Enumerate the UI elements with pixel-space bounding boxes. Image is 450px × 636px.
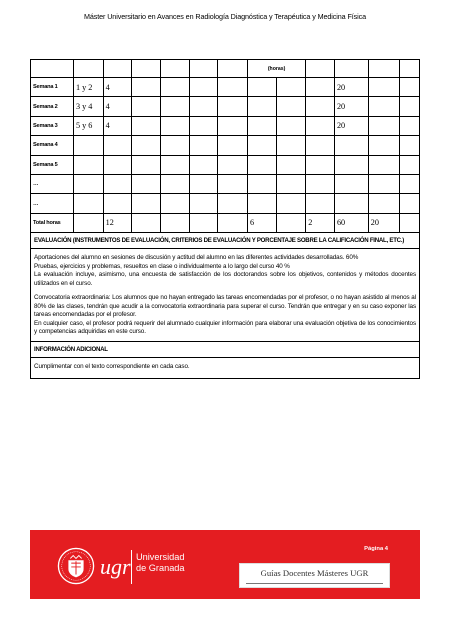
table-cell	[160, 97, 189, 116]
table-cell	[306, 136, 335, 155]
evaluation-section	[30, 233, 420, 379]
table-cell	[218, 155, 248, 174]
additional-info-body: Cumplimentar con el texto correspondiente en cada caso.	[34, 362, 190, 370]
table-cell	[218, 116, 248, 135]
additional-info-heading: INFORMACIÓN ADICIONAL	[31, 341, 419, 358]
table-cell: 20	[334, 116, 368, 135]
table-cell	[368, 174, 400, 193]
table-cell	[189, 78, 218, 97]
table-cell: 12	[103, 213, 132, 232]
table-row	[31, 116, 420, 135]
table-cell	[73, 213, 103, 232]
table-cell	[306, 194, 335, 213]
table-cell	[334, 194, 368, 213]
table-cell: 3 y 4	[73, 97, 103, 116]
table-cell	[368, 78, 400, 97]
table-cell	[400, 155, 420, 174]
table-cell	[218, 136, 248, 155]
footer-band	[30, 530, 420, 599]
table-cell	[247, 78, 276, 97]
table-cell	[306, 155, 335, 174]
table-cell	[160, 213, 189, 232]
row-label: Semana 2	[31, 97, 74, 116]
table-cell: 2	[306, 213, 335, 232]
table-cell	[306, 116, 335, 135]
table-cell: 4	[103, 116, 132, 135]
table-cell	[189, 194, 218, 213]
page-number: Página 4	[364, 546, 388, 552]
table-cell	[189, 97, 218, 116]
row-label: …	[31, 194, 74, 213]
table-cell	[247, 155, 276, 174]
table-cell	[247, 194, 276, 213]
table-cell	[400, 116, 420, 135]
table-cell	[276, 136, 306, 155]
table-cell	[160, 78, 189, 97]
table-cell	[103, 194, 132, 213]
table-cell	[400, 78, 420, 97]
table-cell	[247, 136, 276, 155]
table-cell	[160, 136, 189, 155]
table-cell: 4	[103, 78, 132, 97]
table-cell	[368, 155, 400, 174]
row-label: Semana 3	[31, 116, 74, 135]
table-cell: 1 y 2	[73, 78, 103, 97]
table-cell	[400, 174, 420, 193]
table-cell	[400, 97, 420, 116]
table-row	[31, 136, 420, 155]
table-cell	[218, 213, 248, 232]
row-label: Semana 5	[31, 155, 74, 174]
table-cell	[73, 174, 103, 193]
table-cell	[400, 194, 420, 213]
page-header-title: Máster Universitario en Avances en Radiología Diagnóstica y Terapéutica y Medicina Física	[83, 12, 367, 21]
table-row	[31, 155, 420, 174]
table-cell: 60	[334, 213, 368, 232]
table-cell	[368, 194, 400, 213]
table-cell	[132, 213, 161, 232]
evaluation-heading: EVALUACIÓN (INSTRUMENTOS DE EVALUACIÓN, CRITERIOS DE EVALUACIÓN Y PORCENTAJE SOBRE LA CALIFICACIÓN FINAL, ETC.)	[31, 233, 419, 249]
table-cell	[276, 78, 306, 97]
table-cell	[368, 116, 400, 135]
table-cell	[276, 155, 306, 174]
university-seal-icon	[57, 547, 95, 585]
logo-line-2: de Granada	[136, 563, 185, 573]
table-cell: 20	[334, 78, 368, 97]
table-row	[31, 174, 420, 193]
row-label: Semana 1	[31, 78, 74, 97]
table-cell	[103, 174, 132, 193]
table-cell	[276, 213, 306, 232]
table-cell	[160, 155, 189, 174]
table-cell	[247, 116, 276, 135]
table-cell: 20	[334, 97, 368, 116]
table-cell	[247, 174, 276, 193]
row-label: …	[31, 174, 74, 193]
table-cell	[334, 155, 368, 174]
table-cell	[247, 97, 276, 116]
table-cell	[160, 174, 189, 193]
table-cell	[103, 155, 132, 174]
table-cell	[160, 116, 189, 135]
guides-label-box	[239, 563, 390, 588]
table-cell	[132, 174, 161, 193]
table-row	[31, 194, 420, 213]
table-cell	[160, 194, 189, 213]
table-cell: 6	[247, 213, 276, 232]
schedule-table	[30, 59, 420, 233]
table-cell	[132, 136, 161, 155]
logo-line-1: Universidad	[136, 552, 185, 562]
guides-label: Guías Docentes Másteres UGR	[260, 568, 369, 578]
table-cell	[334, 136, 368, 155]
table-row	[31, 97, 420, 116]
table-cell	[132, 155, 161, 174]
logo-divider	[131, 550, 132, 584]
table-cell	[132, 194, 161, 213]
table-cell	[189, 213, 218, 232]
table-cell	[218, 78, 248, 97]
table-cell	[132, 78, 161, 97]
evaluation-paragraph: La evaluación incluye, asimismo, una encuesta de satisfacción de los doctorandos sobre los objetivos, contenidos y métodos docentes utilizados en el curso.	[34, 271, 416, 287]
table-row	[31, 213, 420, 232]
table-cell: 5 y 6	[73, 116, 103, 135]
table-cell	[400, 136, 420, 155]
table-cell	[218, 194, 248, 213]
table-cell	[306, 78, 335, 97]
table-cell	[103, 136, 132, 155]
row-label: Total horas	[31, 213, 74, 232]
table-header-row	[31, 60, 420, 78]
table-cell	[73, 155, 103, 174]
table-cell	[218, 174, 248, 193]
table-cell	[189, 155, 218, 174]
table-cell	[132, 97, 161, 116]
evaluation-paragraph: Pruebas, ejercicios y problemas, resueltos en clase o individualmente a lo largo del curso 40 %	[34, 262, 290, 270]
table-cell	[189, 116, 218, 135]
evaluation-paragraph: Convocatoria extraordinaria: Los alumnos que no hayan entregado las tareas encomendadas por el profesor, o no hayan asistido al menos al 80% de las clases, tendrán que acudir a la convocatoria extraordinaria para superar el curso. Tendrán que entregar y en su caso exponer las tareas encomendadas por el profesor.	[34, 294, 416, 318]
row-label: Semana 4	[31, 136, 74, 155]
table-cell	[276, 116, 306, 135]
table-cell: 4	[103, 97, 132, 116]
logo-ugr-wordmark: ugr	[100, 554, 131, 579]
table-cell	[218, 97, 248, 116]
table-cell	[368, 136, 400, 155]
evaluation-paragraph: En cualquier caso, el profesor podrá requerir del alumnado cualquier información para elaborar una evaluación objetiva de los conocimientos y competencias adquiridas en este curso.	[34, 319, 416, 335]
table-cell	[400, 213, 420, 232]
table-cell	[132, 116, 161, 135]
table-cell: 20	[368, 213, 400, 232]
table-cell	[306, 97, 335, 116]
table-cell	[334, 174, 368, 193]
table-cell	[276, 97, 306, 116]
table-cell	[73, 136, 103, 155]
hours-note: (horas)	[247, 60, 305, 78]
table-cell	[276, 174, 306, 193]
table-cell	[276, 194, 306, 213]
table-cell	[368, 97, 400, 116]
table-cell	[306, 174, 335, 193]
table-cell	[189, 174, 218, 193]
evaluation-paragraph: Aportaciones del alumno en sesiones de discusión y actitud del alumno en las diferentes actividades desarrolladas. 60%	[34, 254, 359, 261]
logo-university-name	[136, 552, 185, 574]
table-row	[31, 78, 420, 97]
table-cell	[189, 136, 218, 155]
table-cell	[73, 194, 103, 213]
guides-underline	[246, 583, 383, 584]
evaluation-body	[31, 249, 419, 341]
